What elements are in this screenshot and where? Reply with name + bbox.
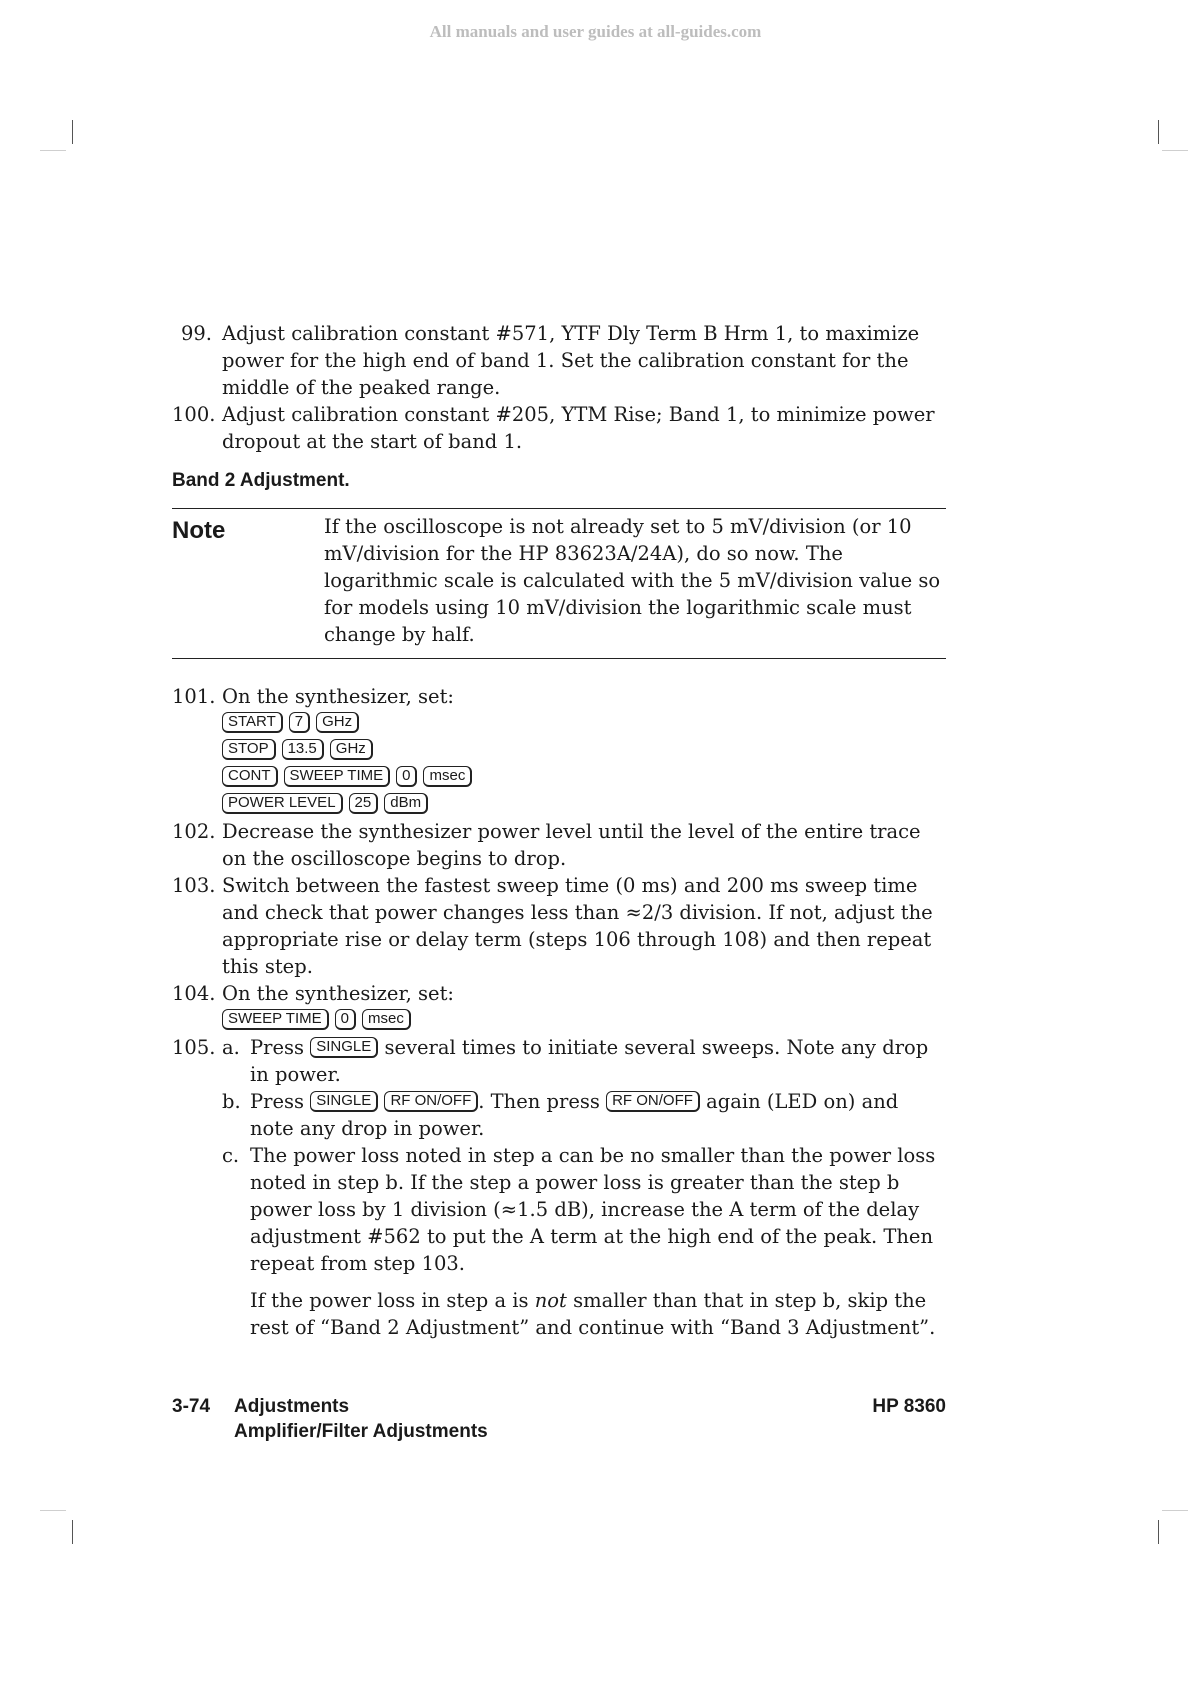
key-sequence-cont (222, 764, 946, 791)
step-number: 104. (172, 982, 216, 1005)
step-text: Switch between the fastest sweep time (0 ms) and 200 ms sweep time and check that power changes less than ≈2/3 division. If not, adjust the appropriate rise or delay term (steps 106 through 108) and then repeat this step. (222, 874, 933, 978)
key-sequence-sweep (222, 1007, 946, 1034)
para-pre: If the power loss in step a is (250, 1289, 529, 1312)
step-number: 100. (172, 403, 216, 426)
key-sweep-time: SWEEP TIME (222, 1009, 329, 1030)
substep-c (222, 1142, 946, 1277)
substep-a (222, 1034, 946, 1088)
step-text: Adjust calibration constant #571, YTF Dly Term B Hrm 1, to maximize power for the high end of band 1. Set the calibration constant for the middle of the peaked range. (222, 322, 920, 399)
substep-label: a. (222, 1036, 240, 1059)
step-text: Decrease the synthesizer power level until the level of the entire trace on the oscilloscope begins to drop. (222, 820, 921, 870)
substep-b (222, 1088, 946, 1142)
step-number: 105. (172, 1036, 216, 1059)
footer-chapter: Adjustments (234, 1396, 350, 1417)
section-heading: Band 2 Adjustment. (172, 470, 350, 491)
step-text: On the synthesizer, set: (222, 982, 454, 1005)
step-99 (172, 320, 946, 401)
note-text: If the oscilloscope is not already set to 5 mV/division (or 10 mV/division for the HP 83623A/24A), do so now. The logarithmic scale is calculated with the 5 mV/division value so for models using 10 mV/division the logarithmic scale must change by half. (324, 515, 941, 646)
note-box (172, 508, 946, 659)
key-25: 25 (349, 793, 379, 814)
substep-text-post: several times to initiate several sweeps. Note any drop in power. (250, 1036, 929, 1086)
key-sequence-stop (222, 737, 946, 764)
crop-mark-bottom-left-h (40, 1510, 66, 1511)
follow-up-paragraph (222, 1287, 946, 1341)
key-ghz: GHz (316, 712, 359, 733)
note-label: Note (172, 517, 226, 544)
crop-mark-top-right (1158, 120, 1159, 144)
key-sweep-time: SWEEP TIME (284, 766, 391, 787)
key-msec: msec (362, 1009, 411, 1030)
step-number: 103. (172, 874, 216, 897)
step-number: 99. (180, 322, 212, 345)
watermark: All manuals and user guides at all-guides.com (429, 22, 762, 41)
crop-mark-top-left (72, 120, 73, 144)
step-105 (172, 1034, 946, 1341)
crop-mark-top-right-h (1162, 150, 1188, 151)
key-cont: CONT (222, 766, 278, 787)
substep-label: b. (222, 1090, 241, 1113)
substep-text-pre: Press (250, 1090, 304, 1113)
key-0: 0 (396, 766, 417, 787)
key-stop: STOP (222, 739, 276, 760)
step-102 (172, 818, 946, 872)
crop-mark-bottom-left (72, 1520, 73, 1544)
key-sequence-start (222, 710, 946, 737)
step-101 (172, 683, 946, 818)
crop-mark-bottom-right (1158, 1520, 1159, 1544)
footer-left (172, 1394, 488, 1444)
footer-model: HP 8360 (872, 1396, 946, 1417)
key-13-5: 13.5 (282, 739, 324, 760)
page-content (172, 320, 946, 1341)
step-104 (172, 980, 946, 1034)
step-text: On the synthesizer, set: (222, 685, 454, 708)
key-single: SINGLE (310, 1091, 378, 1112)
key-msec: msec (423, 766, 472, 787)
key-sequence-power (222, 791, 946, 818)
key-start: START (222, 712, 283, 733)
key-dbm: dBm (384, 793, 428, 814)
key-ghz: GHz (330, 739, 373, 760)
substep-label: c. (222, 1144, 240, 1167)
substep-text-mid: . Then press (478, 1090, 600, 1113)
page-number: 3-74 (172, 1396, 211, 1417)
key-power-level: POWER LEVEL (222, 793, 343, 814)
key-rf-on-off: RF ON/OFF (384, 1091, 478, 1112)
key-rf-on-off: RF ON/OFF (606, 1091, 700, 1112)
step-number: 101. (172, 685, 216, 708)
step-text: Adjust calibration constant #205, YTM Rise; Band 1, to minimize power dropout at the start of band 1. (222, 403, 935, 453)
key-0: 0 (335, 1009, 356, 1030)
key-7: 7 (289, 712, 310, 733)
substep-text-pre: Press (250, 1036, 304, 1059)
crop-mark-top-left-h (40, 150, 66, 151)
substep-text: The power loss noted in step a can be no smaller than the power loss noted in step b. If the step a power loss is greater than the step b power loss by 1 division (≈1.5 dB), increase the A term of the delay adjustment #562 to put the A term at the high end of the peak. Then repeat from step 103. (250, 1144, 936, 1275)
step-number: 102. (172, 820, 216, 843)
step-103 (172, 872, 946, 980)
para-post: smaller than that in step b, skip the rest of “Band 2 Adjustment” and continue with “Band 3 Adjustment”. (250, 1289, 936, 1339)
step-100 (172, 401, 946, 455)
crop-mark-bottom-right-h (1162, 1510, 1188, 1511)
para-emphasis: not (534, 1289, 567, 1312)
footer-section: Amplifier/Filter Adjustments (234, 1421, 488, 1442)
key-single: SINGLE (310, 1037, 378, 1058)
substep-text-post: again (LED on) and note any drop in power. (250, 1090, 899, 1140)
footer-titles (234, 1394, 488, 1444)
